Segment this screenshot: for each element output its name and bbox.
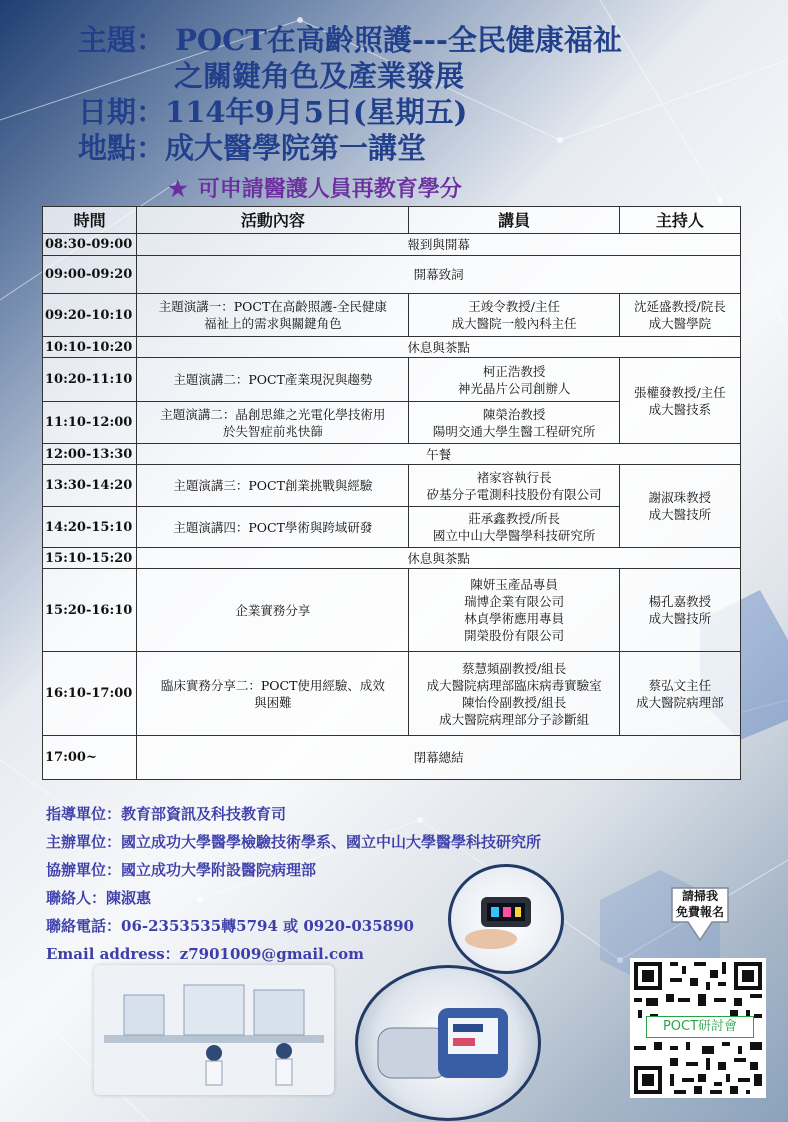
speaker-cell: 王竣令教授/主任 成大醫院一般內科主任: [409, 294, 619, 337]
event-header: [78, 22, 622, 166]
time-cell: 12:00-13:30: [43, 444, 137, 465]
speaker-cell: 莊承鑫教授/所長 國立中山大學醫學科技研究所: [409, 507, 619, 548]
co-host-unit: 協辦單位：國立成功大學附設醫院病理部: [46, 861, 317, 879]
table-row: [43, 736, 741, 780]
table-row: [43, 652, 741, 736]
time-cell: 10:10-10:20: [43, 337, 137, 358]
credit-note: [168, 172, 462, 203]
table-row: [43, 548, 741, 569]
event-venue: 地點：成大醫學院第一講堂: [78, 131, 427, 165]
table-row: [43, 234, 741, 256]
credit-text: 可申請醫護人員再教育學分: [197, 176, 462, 202]
column-header-speaker: 講員: [409, 207, 619, 234]
qr-label: POCT研討會: [646, 1016, 754, 1038]
contact-person: 聯絡人：陳淑惠: [46, 889, 152, 907]
time-cell: 10:20-11:10: [43, 358, 137, 402]
table-row: [43, 444, 741, 465]
host-unit: 主辦單位：國立成功大學醫學檢驗技術學系、國立中山大學醫學科技研究所: [46, 833, 542, 851]
host-cell: 楊孔嘉教授 成大醫技所: [619, 569, 740, 652]
session-cell: 閉幕總結: [137, 736, 741, 780]
column-header-time: 時間: [43, 207, 137, 234]
host-cell: 沈延盛教授/院長 成大醫學院: [619, 294, 740, 337]
time-cell: 08:30-09:00: [43, 234, 137, 256]
table-row: [43, 256, 741, 294]
contact-phone: 聯絡電話：06-2353535轉5794 或 0920-035890: [46, 917, 414, 935]
speaker-cell: 陳妍玉產品專員 瑞博企業有限公司 林貞學術應用專員 開榮股份有限公司: [409, 569, 619, 652]
time-cell: 15:10-15:20: [43, 548, 137, 569]
column-header-content: 活動內容: [137, 207, 409, 234]
host-cell: 蔡弘文主任 成大醫院病理部: [619, 652, 740, 736]
time-cell: 15:20-16:10: [43, 569, 137, 652]
time-cell: 11:10-12:00: [43, 402, 137, 444]
session-cell: 午餐: [137, 444, 741, 465]
host-cell: 張權發教授/主任 成大醫技系: [619, 358, 740, 444]
table-row: [43, 465, 741, 507]
event-date: 日期：114年9月5日(星期五): [78, 95, 468, 129]
speaker-cell: 陳榮治教授 陽明交通大學生醫工程研究所: [409, 402, 619, 444]
table-header-row: [43, 207, 741, 234]
time-cell: 16:10-17:00: [43, 652, 137, 736]
time-cell: 09:20-10:10: [43, 294, 137, 337]
guiding-unit: 指導單位：教育部資訊及科技教育司: [46, 805, 287, 823]
contact-email: Email address：z7901009@gmail.com: [46, 945, 364, 963]
content-cell: 主題演講三：POCT創業挑戰與經驗: [137, 465, 409, 507]
table-row: [43, 337, 741, 358]
column-header-host: 主持人: [619, 207, 740, 234]
content-cell: 主題演講二：POCT產業現況與趨勢: [137, 358, 409, 402]
table-row: [43, 358, 741, 402]
speaker-cell: 柯正浩教授 神光晶片公司創辦人: [409, 358, 619, 402]
time-cell: 09:00-09:20: [43, 256, 137, 294]
scan-callout-text: 請掃我 免費報名: [675, 889, 724, 919]
blood-pressure-monitor-illustration: [355, 965, 541, 1121]
content-cell: 主題演講四：POCT學術與跨域研發: [137, 507, 409, 548]
table-row: [43, 294, 741, 337]
content-cell: 主題演講一：POCT在高齡照護-全民健康 福祉上的需求與關鍵角色: [137, 294, 409, 337]
pulse-oximeter-illustration: [448, 864, 564, 974]
speaker-cell: 蔡慧頻副教授/組長 成大醫院病理部臨床病毒實驗室 陳怡伶副教授/組長 成大醫院病理部分子診斷組: [409, 652, 619, 736]
content-cell: 臨床實務分享二：POCT使用經驗、成效 與困難: [137, 652, 409, 736]
time-cell: 17:00~: [43, 736, 137, 780]
session-cell: 開幕致詞: [137, 256, 741, 294]
content-cell: 企業實務分享: [137, 569, 409, 652]
session-cell: 報到與開幕: [137, 234, 741, 256]
table-row: [43, 569, 741, 652]
time-cell: 14:20-15:10: [43, 507, 137, 548]
topic-line-1: 主題： POCT在高齡照護---全民健康福祉: [78, 23, 622, 57]
lab-scene-illustration: [94, 965, 334, 1095]
session-cell: 休息與茶點: [137, 548, 741, 569]
content-cell: 主題演講二：晶創思維之光電化學技術用 於失智症前兆快篩: [137, 402, 409, 444]
speaker-cell: 褚家容執行長 矽基分子電測科技股份有限公司: [409, 465, 619, 507]
star-icon: ★: [168, 176, 188, 202]
session-cell: 休息與茶點: [137, 337, 741, 358]
topic-line-2: 之關鍵角色及產業發展: [174, 59, 465, 93]
schedule-table: [42, 206, 741, 780]
host-cell: 謝淑珠教授 成大醫技所: [619, 465, 740, 548]
time-cell: 13:30-14:20: [43, 465, 137, 507]
